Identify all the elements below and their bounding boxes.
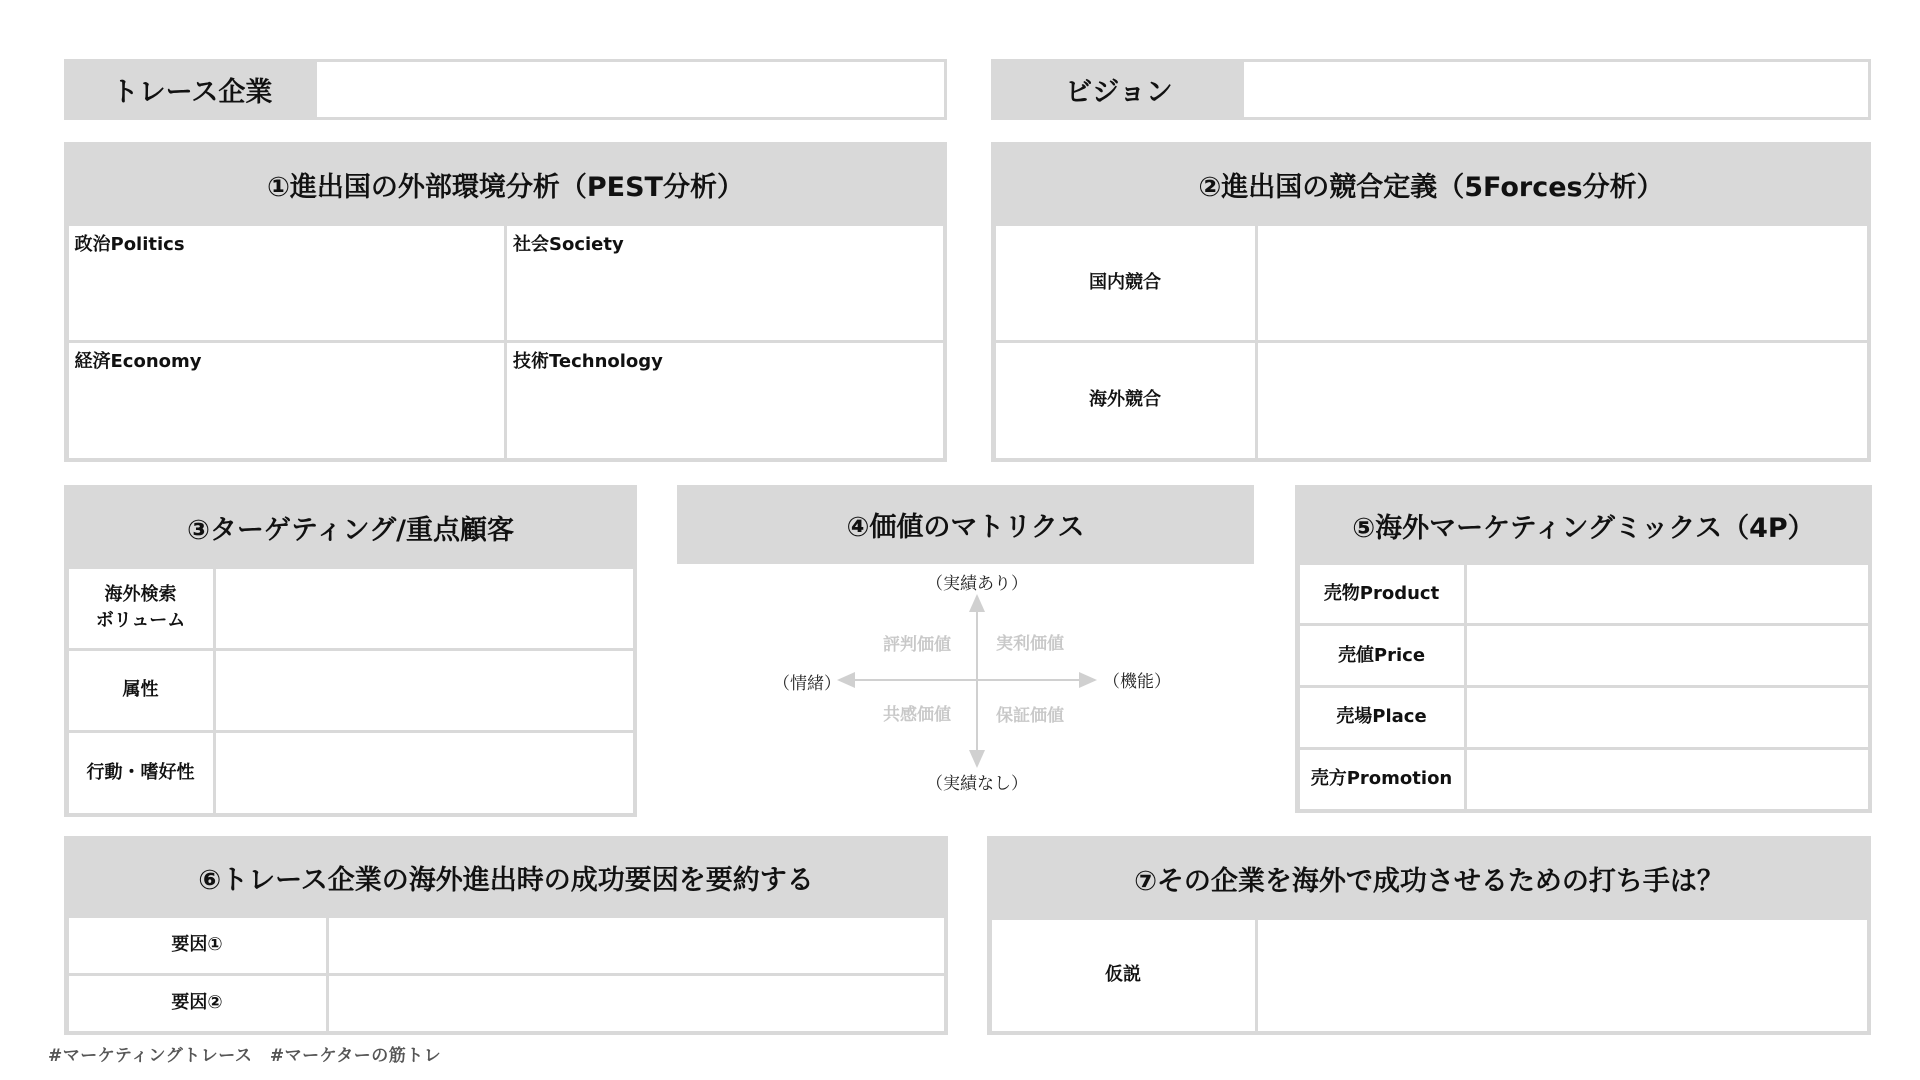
targeting-attribute-input[interactable]	[213, 648, 636, 733]
success-factor1-input[interactable]	[326, 915, 947, 976]
targeting-search-volume-label	[66, 566, 216, 651]
mix-place-input[interactable]	[1464, 685, 1871, 750]
mix-price-label: 売値Price	[1297, 623, 1467, 688]
strategy-hypothesis-input[interactable]	[1255, 917, 1870, 1034]
targeting-search-volume-input[interactable]	[213, 566, 636, 651]
pest-economy-label: 経済Economy	[74, 351, 202, 372]
forces-domestic-input[interactable]	[1255, 223, 1870, 344]
pest-title: ①進出国の外部環境分析（PEST分析）	[67, 145, 944, 224]
matrix-right-label: （機能）	[1103, 672, 1171, 692]
matrix-guarantee-value: 保証価値	[996, 706, 1064, 726]
targeting-search-volume-line2: ボリューム	[95, 610, 186, 632]
targeting-attribute-label: 属性	[66, 648, 216, 733]
trace-company-label: トレース企業	[67, 62, 317, 117]
targeting-behavior-input[interactable]	[213, 730, 636, 815]
pest-economy-cell[interactable]	[66, 340, 508, 461]
matrix-top-label: （実績あり）	[926, 574, 1028, 594]
trace-company-input[interactable]	[317, 62, 944, 117]
strategy-section	[987, 836, 1871, 1035]
success-section	[64, 836, 948, 1035]
vision-box	[991, 59, 1871, 120]
mix-place-label: 売場Place	[1297, 685, 1467, 750]
forces-overseas-label: 海外競合	[993, 340, 1258, 461]
success-factor2-input[interactable]	[326, 973, 947, 1034]
forces-domestic-label: 国内競合	[993, 223, 1258, 344]
footer-hashtags: #マーケティングトレース #マーケターの筋トレ	[48, 1046, 442, 1066]
forces-overseas-input[interactable]	[1255, 340, 1870, 461]
vision-label: ビジョン	[994, 62, 1244, 117]
mix-title: ⑤海外マーケティングミックス（4P）	[1298, 488, 1869, 563]
mix-promotion-input[interactable]	[1464, 747, 1871, 812]
targeting-title: ③ターゲティング/重点顧客	[67, 488, 634, 567]
success-factor2-label: 要因②	[66, 973, 329, 1034]
pest-section	[64, 142, 947, 462]
strategy-title: ⑦その企業を海外で成功させるための打ち手は？	[990, 839, 1868, 918]
pest-society-label: 社会Society	[513, 233, 624, 255]
matrix-reputation-value: 評判価値	[883, 635, 951, 655]
trace-company-box	[64, 59, 947, 120]
pest-technology-label: 技術Technology	[513, 351, 663, 372]
matrix-empathy-value: 共感価値	[883, 705, 951, 725]
matrix-title: ④価値のマトリクス	[677, 485, 1254, 564]
matrix-practical-value: 実利価値	[996, 634, 1064, 654]
targeting-section	[64, 485, 637, 817]
success-title: ⑥トレース企業の海外進出時の成功要因を要約する	[67, 839, 945, 916]
strategy-hypothesis-label: 仮説	[989, 917, 1258, 1034]
mix-product-label: 売物Product	[1297, 562, 1467, 627]
pest-technology-cell[interactable]	[504, 340, 946, 461]
forces-section	[991, 142, 1871, 462]
mix-section	[1295, 485, 1872, 813]
mix-promotion-label: 売方Promotion	[1297, 747, 1467, 812]
matrix-left-label: （情緒）	[773, 674, 841, 694]
targeting-search-volume-line1: 海外検索	[104, 584, 177, 606]
value-matrix	[677, 564, 1254, 804]
pest-society-cell[interactable]	[504, 223, 946, 344]
mix-product-input[interactable]	[1464, 562, 1871, 627]
matrix-bottom-label: （実績なし）	[926, 774, 1028, 794]
mix-price-input[interactable]	[1464, 623, 1871, 688]
success-factor1-label: 要因①	[66, 915, 329, 976]
pest-politics-label: 政治Politics	[74, 233, 185, 255]
vision-input[interactable]	[1244, 62, 1868, 117]
pest-politics-cell[interactable]	[66, 223, 508, 344]
targeting-behavior-label: 行動・嗜好性	[66, 730, 216, 815]
forces-title: ②進出国の競合定義（5Forces分析）	[994, 145, 1868, 224]
